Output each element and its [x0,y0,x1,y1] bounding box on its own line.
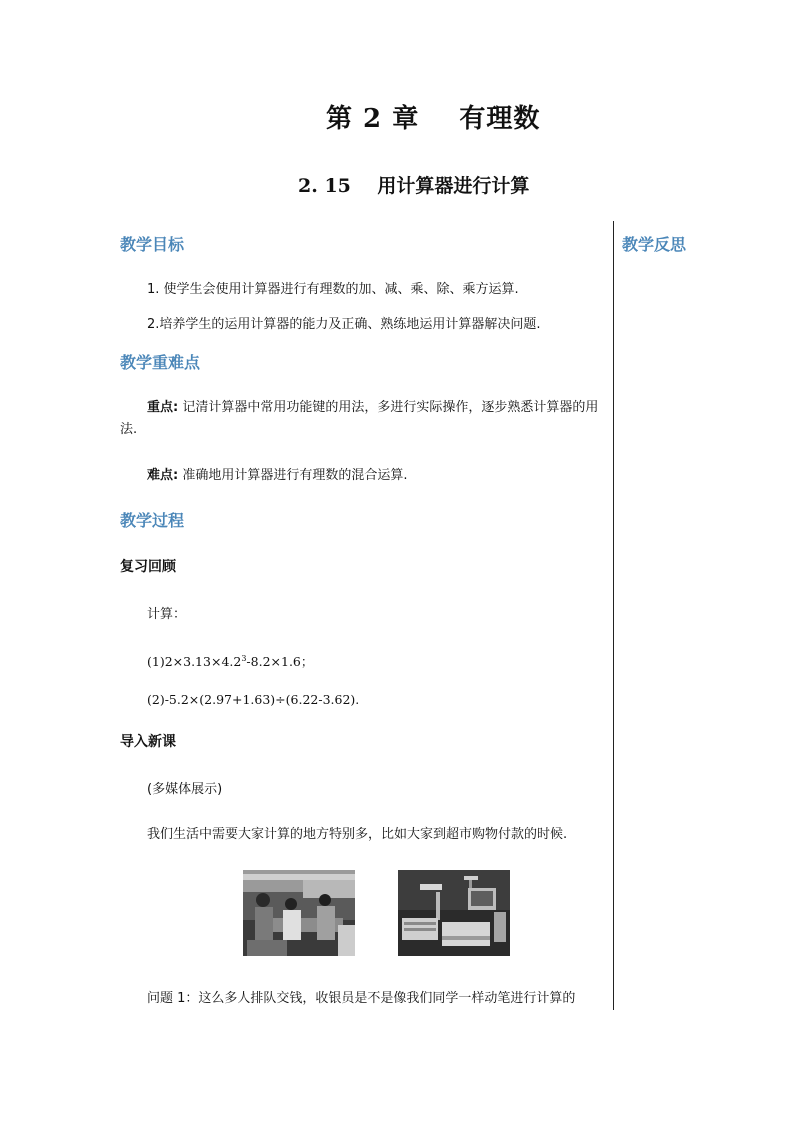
key-point-label: 重点: [147,400,179,415]
objective-item-2: 2.培养学生的运用计算器的能力及正确、熟练地运用计算器解决问题. [147,317,541,332]
intro-heading: 导入新课 [120,734,176,750]
reflection-heading: 教学反思 [622,235,687,254]
cash-register-photo [398,870,510,956]
column-divider [613,221,614,1010]
chapter-title: 第 2 章 有理数 [326,104,541,134]
section-title: 2. 15 用计算器进行计算 [298,175,530,197]
life-paragraph: 我们生活中需要大家计算的地方特别多，比如大家到超市购物付款的时候. [147,827,568,842]
review-heading: 复习回顾 [120,559,176,575]
objectives-heading: 教学目标 [120,235,185,254]
difficulty-label: 难点: [147,468,179,483]
keypoints-heading: 教学重难点 [120,353,201,372]
equation-1 [147,648,313,673]
equation-1-exponent: 3 [241,654,247,663]
key-point-text: 记清计算器中常用功能键的用法，多进行实际操作，逐步熟悉计算器的用法. [120,400,599,437]
question-1: 问题 1：这么多人排队交钱，收银员是不是像我们同学一样动笔进行计算的 [147,991,576,1006]
difficulty-text: 准确地用计算器进行有理数的混合运算. [178,468,408,483]
equation-1-rest: -8.2×1.6； [246,654,314,669]
process-heading: 教学过程 [120,511,185,530]
calc-label: 计算： [147,607,187,622]
equation-1-base: (1)2×3.13×4.2 [147,654,242,669]
equation-2: (2)-5.2×(2.97+1.63)÷(6.22-3.62). [147,692,360,707]
objective-item-1: 1. 使学生会使用计算器进行有理数的加、减、乘、除、乘方运算. [147,282,519,297]
supermarket-queue-photo [243,870,355,956]
media-note: (多媒体展示) [147,782,223,797]
key-point-paragraph [120,397,610,441]
difficulty-paragraph [147,465,407,487]
